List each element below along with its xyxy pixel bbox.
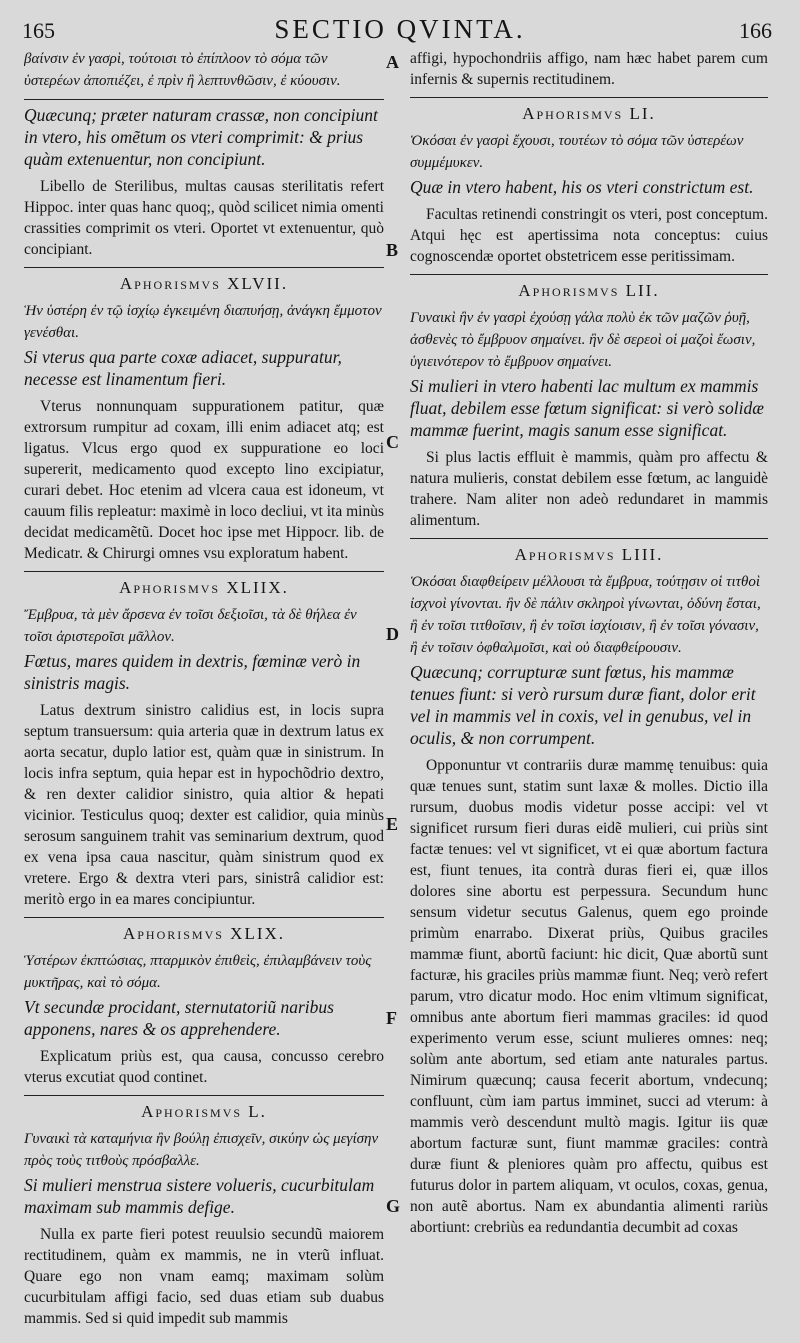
aphorism-48 xyxy=(24,578,384,910)
margin-letter-d: D xyxy=(386,624,399,644)
greek-text: Ὁκόσαι διαφθείρειν μέλλουσι τὰ ἔμβρυα, τούτῃσιν οἱ τιτθοὶ ἰσχνοὶ γίνονται. ἢν δὲ πάλιν σκληροὶ γίνωνται, ὀδύνη ἔσται, ἢ ἐν τοῖσι τιτθοῖσιν, ἢ ἐν τοῖσι ἰσχίοισιν, ἢ ἐν τοῖσι γόνασιν, ἢ ἐν τοῖσιν ὀφθαλμοῖσι, καὶ οὐ διαφθείρουσιν. xyxy=(410,574,761,656)
aphorism-47 xyxy=(24,274,384,564)
aphorism-heading: Aphorismvs LII. xyxy=(518,281,660,300)
divider xyxy=(24,917,384,918)
greek-text: Ἡν ὑστέρη ἐν τῷ ἰσχίῳ ἐγκειμένη διαπυήσῃ, ἀνάγκη ἔμμοτον γενέσθαι. xyxy=(24,303,382,341)
commentary: Libello de Sterilibus, multas causas sterilitatis refert Hippoc. inter quas hanc quoq;, quòd scilicet nimia omenti crassities comprimit os vteri. Oportet vt extenuentur, quò concipiant. xyxy=(24,178,384,258)
aphorism-heading: Aphorismvs XLVII. xyxy=(119,274,289,293)
latin-aphorism: Fœtus, mares quidem in dextris, fœminæ verò in sinistris magis. xyxy=(24,651,361,693)
divider xyxy=(24,571,384,572)
right-column xyxy=(410,48,768,1244)
latin-aphorism: Quæcunq; corrupturæ sunt fœtus, his mammæ tenues fiunt: si verò rursum duræ fiant, dolor erit vel in mammis vel in coxis, vel in genubus, vel in oculis, & non corrumpent. xyxy=(410,662,756,748)
divider xyxy=(24,267,384,268)
margin-letter-c: C xyxy=(386,432,399,452)
aphorism-52 xyxy=(410,281,768,531)
latin-aphorism: Quæcunq; præter naturam crassæ, non concipiunt in vtero, his omẽtum os vteri comprimit: & prius quàm extenuentur, non concipiunt. xyxy=(24,105,378,169)
margin-letter-e: E xyxy=(386,814,399,834)
commentary: Latus dextrum sinistro calidius est, in locis supra septum transuersum: quia arteria quæ in dextrum latus ex aorta secatur, duplo latior est, quàm quæ in sinistrum. In locis infra septum, quia hepar est in hypochõdrio dextro, & ren dexter calidior sinistro, quia altior & hepati vicinior. Testiculus quoq; dexter est calidior, quia minùs serosum sanguinem trahit vas seminarium dextrum, quod ex vena ipsa caua nascitur, quàm sinistrum quod ex vretere. Ergo & dextra vteri pars, sinistrâ calidior est: meritò ergo in ea mares concipiuntur. xyxy=(24,702,384,908)
aphorism-heading: Aphorismvs L. xyxy=(141,1102,267,1121)
divider xyxy=(24,1095,384,1096)
greek-text: Ἔμβρυα, τὰ μὲν ἄρσενα ἐν τοῖσι δεξιοῖσι, τὰ δὲ θήλεα ἐν τοῖσι ἀριστεροῖσι μᾶλλον. xyxy=(24,607,357,645)
greek-text: βαίνσιν ἐν γασρὶ, τούτοισι τὸ ἐπίπλοον τὸ σόμα τῶν ὑστερέων ἀποπιέζει, ἐ πρὶν ἢ λεπτυνθῶσιν, ἐ κύουσιν. xyxy=(24,51,341,89)
commentary: Vterus nonnunquam suppurationem patitur, quæ extrorsum rumpitur ad coxam, illi enim adiacet atq; est ligatus. Vlcus ergo quod ex suppuratione eo loci supererit, medicamento quod excepto lino excipiatur, curari debet. Hoc etenim ad vlcera caua est idoneum, vt cauum filis repleatur: maximè in loco decliui, vt ita minùs decidat medicamẽtũ. Docet hoc ipse met Hippocr. lib. de Medicatr. & Chirurgi omnes vsu exploratum habent. xyxy=(24,398,384,562)
divider xyxy=(410,97,768,98)
latin-aphorism: Si mulieri in vtero habenti lac multum ex mammis fluat, debilem esse fœtum significat: si verò solidæ mammæ fuerint, magis sanum esse significat. xyxy=(410,376,764,440)
margin-letter-f: F xyxy=(386,1008,397,1028)
page-number-right: 166 xyxy=(739,18,772,43)
commentary: Opponuntur vt contrariis duræ mammę tenuibus: quia quæ tenues sunt, statim sunt laxæ & molles. Dictio illa rursum, duobus modis videtur posse accipi: vel vt significet rursum fieri duras eidẽ mulieri, cui priùs sint factæ tenues: vel vt significet, vt ei quæ abortum factura est, fiunt tenues, ita contrà duras fieri ei, quæ illos dolores sine abortu est perpessura. Secundum hunc sensum videtur secutus Galenus, quem ego proinde primùm enarrabo. Dixerat priùs, Quibus graciles mammæ fiunt, abortũ faciunt: hic dicit, Quæ abortũ sunt facturæ, his graciles priùs mammæ fiunt. Neq; verò refert parum, vtro dicatur modo. Hoc enim vltimum significat, omnibus ante abortum fieri mammas graciles: id quod experimento verum esse, sciunt mulieres omnes: neq; solùm ante abortum, sed etiam ante naturales partus. Nimirum quæcunq; causa fecerit abortum, vndecunq; confluunt, cùm iam partus imminet, succi ad vterum: à mammis verò descendunt multò magis. Igitur iis quæ abortum facturæ sunt, fiunt mammæ graciles: contrà duræ fiunt & pleniores quàm pro affectu, quibus est futurus dolor in partem aliquam, vt oculos, coxas, genua, non autẽ abortus. Nam ex abundantia alimenti rariùs abortiunt: crebriùs ea redundantia decumbit ad coxas xyxy=(410,757,768,1236)
latin-aphorism: Si vterus qua parte coxæ adiacet, suppuratur, necesse est linamentum fieri. xyxy=(24,347,342,389)
aphorism-49 xyxy=(24,924,384,1088)
commentary: affigi, hypochondriis affigo, nam hæc habet parem cum infernis & supernis rectitudinem. xyxy=(410,50,768,88)
commentary: Si plus lactis effluit è mammis, quàm pro affectu & natura mulieris, constat debilem esse fœtum, ac languidè trahere. Nam aliter non adeò redundaret in mammis alimentum. xyxy=(410,449,768,529)
latin-aphorism: Si mulieri menstrua sistere volueris, cucurbitulam maximam sub mammis defige. xyxy=(24,1175,375,1217)
divider xyxy=(410,538,768,539)
commentary: Explicatum priùs est, qua causa, concusso cerebro vterus excutiat quod continet. xyxy=(24,1048,384,1086)
aphorism-heading: Aphorismvs XLIIX. xyxy=(119,578,289,597)
commentary: Facultas retinendi constringit os vteri, post conceptum. Atqui hęc est apertissima nota conceptus: cuius cognoscendæ oportet obstetricem esse peritissimam. xyxy=(410,206,768,265)
greek-text: Γυναικὶ τὰ καταμήνια ἢν βούλῃ ἐπισχεῖν, σικύην ὡς μεγίσην πρὸς τοὺς τιτθοὺς πρόσβαλλε. xyxy=(24,1131,379,1169)
margin-letter-a: A xyxy=(386,52,399,72)
margin-letter-g: G xyxy=(386,1196,401,1216)
margin-letter-b: B xyxy=(386,240,399,260)
divider xyxy=(24,99,384,100)
aphorism-heading: Aphorismvs LI. xyxy=(522,104,656,123)
aphorism-53 xyxy=(410,545,768,1238)
divider xyxy=(410,274,768,275)
aphorism-heading: Aphorismvs LIII. xyxy=(514,545,664,564)
greek-text: Γυναικὶ ἢν ἐν γασρὶ ἐχούσῃ γάλα πολὺ ἐκ τῶν μαζῶν ῥυῇ, ἀσθενὲς τὸ ἔμβρυον σημαίνει. ἢν δὲ σερεοὶ οἱ μαζοὶ ἔωσιν, ὑγιεινότερον τὸ ἔμβρυον σημαίνει. xyxy=(410,310,756,370)
commentary: Nulla ex parte fieri potest reuulsio secundũ maiorem rectitudinem, quàm ex mammis, ne in vterũ influat. Quare ego non vnam eamq; maximam solùm cucurbitulam affigi facio, sed duas etiam sub duabus mammis. Sed si quid impedit sub mammis xyxy=(24,1226,384,1327)
latin-aphorism: Quæ in vtero habent, his os vteri constrictum est. xyxy=(410,177,754,197)
aphorism-51 xyxy=(410,104,768,267)
running-header xyxy=(0,10,800,50)
page-number-left: 165 xyxy=(22,18,55,43)
running-title: SECTIO QVINTA. xyxy=(274,14,526,44)
aphorism-heading: Aphorismvs XLIX. xyxy=(122,924,286,943)
latin-aphorism: Vt secundæ procidant, sternutatoriũ naribus apponens, nares & os apprehendere. xyxy=(24,997,334,1039)
greek-text: Ὁκόσαι ἐν γασρὶ ἔχουσι, τουτέων τὸ σόμα τῶν ὑστερέων συμμέμυκεν. xyxy=(410,133,744,171)
left-column xyxy=(24,48,384,1335)
greek-text: Ὑστέρων ἐκπτώσιας, πταρμικὸν ἐπιθεὶς, ἐπιλαμβάνειν τοὺς μυκτῆρας, καὶ τὸ σόμα. xyxy=(24,953,372,991)
aphorism-50 xyxy=(24,1102,384,1329)
